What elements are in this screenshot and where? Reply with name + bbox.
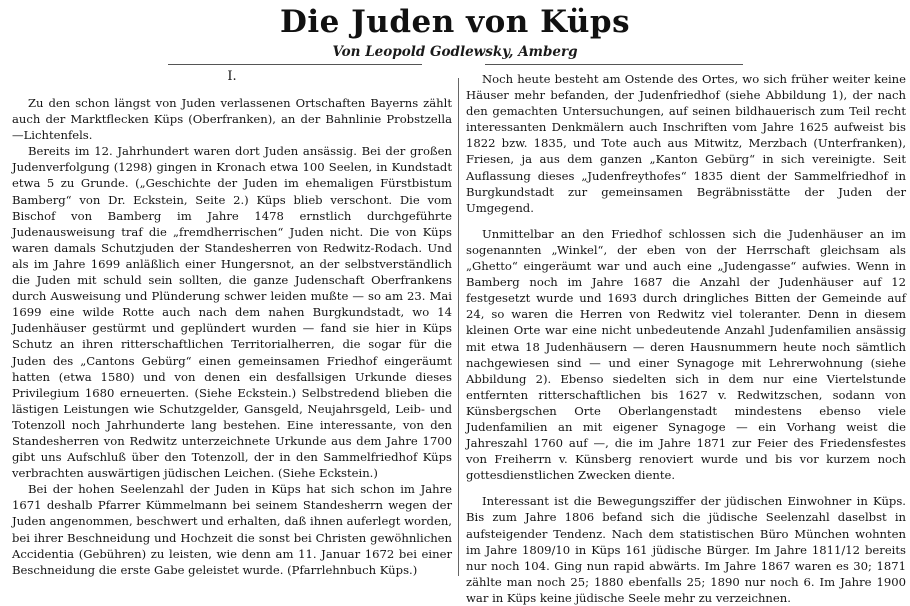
header-rule-left: [168, 64, 422, 65]
paragraph: Bereits im 12. Jahrhundert waren dort Juden ansässig. Bei der großen Judenverfolgung (1298) gingen in Kronach etwa 100 Seelen, in Kundstadt etwa 5 zu Grunde. („Geschichte der Juden im ehemaligen Fürstbistum Bamberg“ von Dr. Eckstein, Seite 2.) Küps blieb verschont. Die vom Bischof von Bamberg im Jahre 1478 ernstlich durchgeführte Judenausweisung traf die „fremdherrischen“ Juden nicht. Die von Küps waren damals Schutzjuden der Standesherren von Redwitz-Rodach. Und als im Jahre 1699 anläßlich einer Hungersnot, an der selbstverständlich die Juden mit schuld sein sollten, die ganze Judenschaft Oberfrankens durch Ausweisung und Plünderung schwer leiden mußte — so am 23. Mai 1699 eine wilde Rotte auch nach dem nahen Burgkundstadt, wo 14 Judenhäuser gestürmt und geplündert wurden — fand sie hier in Küps Schutz an ihren ritterschaftlichen Territorialherren, die sogar für die Juden des „Cantons Gebürg“ einen gemeinsamen Friedhof eingeräumt hatten (etwa 1580) und von denen ein desfallsigen Urkunde dieses Privilegium 1680 erneuerten. (Siehe Eckstein.) Selbstredend blieben die lästigen Leistungen wie Schutzgelder, Gansgeld, Neujahrsgeld, Leib- und Totenzoll noch Jahrhunderte lang bestehen. Eine interessante, von den Standesherren von Redwitz unterzeichnete Urkunde aus dem Jahre 1700 gibt uns Aufschluß über den Totenzoll, der in den Sammelfriedhof Küps verbrachten auswärtigen jüdischen Leichen. (Siehe Eckstein.): [12, 144, 452, 481]
article-title: Die Juden von Küps: [279, 4, 631, 40]
paragraph: Bei der hohen Seelenzahl der Juden in Küps hat sich schon im Jahre 1671 deshalb Pfarrer Kümmelmann bei seinem Standesherrn wegen der Juden angenommen, beschwert und erhalten, daß ihnen auferlegt worden, bei ihrer Beschneidung und Hochzeit die sonst bei Christen gewöhnlichen Accidentia (Gebühren) zu leisten, wie denn am 11. Januar 1672 bei einer Beschneidung die erste Gabe geleistet wurde. (Pfarrlehnbuch Küps.): [12, 482, 452, 577]
left-column: [12, 66, 452, 578]
paragraph: Unmittelbar an den Friedhof schlossen sich die Judenhäuser an im sogenannten „Winkel“, der eben von der Herrschaft gleichsam als „Ghetto“ eingeräumt war und auch eine „Judengasse“ aufwies. Wenn in Bamberg noch im Jahre 1687 die Anzahl der Judenhäuser auf 12 festgesetzt wurde und 1693 durch dringliches Bitten der Gemeinde auf 24, so waren die Herren von Redwitz viel toleranter. Denn in diesem kleinen Orte war eine nicht unbedeutende Anzahl Judenfamilien ansässig mit etwa 18 Judenhäusern — deren Hausnummern heute noch sämtlich nachgewiesen sind — und einer Synagoge mit Lehrerwohnung (siehe Abbildung 2). Ebenso siedelten sich in dem nur eine Viertelstunde entfernten ritterschaftlichen bis 1627 v. Redwitzschen, sodann von Künsbergschen Orte Oberlangenstadt mindestens ebenso viele Judenfamilien an mit eigener Synagoge — ein Vorhang weist die Jahreszahl 1760 auf —, die im Jahre 1871 zur Feier des Friedensfestes von Freiherrn v. Künsberg renoviert wurde und bis vor kurzem noch gottesdienstlichen Zwecken diente.: [466, 226, 906, 483]
header-rule-right: [485, 64, 743, 65]
right-column: [466, 71, 906, 606]
article-byline: Von Leopold Godlewsky, Amberg: [332, 44, 578, 60]
paragraph: Zu den schon längst von Juden verlassenen Ortschaften Bayerns zählt auch der Marktflecken Küps (Oberfranken), an der Bahnlinie Probstzella—Lichtenfels.: [12, 96, 452, 143]
paragraph: Noch heute besteht am Ostende des Ortes, wo sich früher weiter keine Häuser mehr befanden, der Judenfriedhof (siehe Abbildung 1), der nach den gemachten Untersuchungen, auf seinen bildhauerisch zum Teil recht interessanten Denkmälern auch Inschriften vom Jahre 1625 aufweist bis 1822 bzw. 1835, und Tote auch aus Mitwitz, Merzbach (Unterfranken), Friesen, ja aus dem ganzen „Kanton Gebürg“ in sich vereinigte. Seit Auflassung dieses „Judenfreythofes“ 1835 dient der Sammelfriedhof in Burgkundstadt zur gemeinsamen Begräbnisstätte der Juden der Umgegend.: [466, 72, 906, 215]
section-number: I.: [227, 69, 237, 84]
paragraph: Interessant ist die Bewegungsziffer der jüdischen Einwohner in Küps. Bis zum Jahre 1806 befand sich die jüdische Seelenzahl daselbst in aufsteigender Tendenz. Nach dem statistischen Büro München wohnten im Jahre 1809/10 in Küps 161 jüdische Bürger. Im Jahre 1811/12 bereits nur noch 104. Ging nun rapid abwärts. Im Jahre 1867 waren es 30; 1871 zählte man noch 25; 1880 ebenfalls 25; 1890 nur noch 6. Im Jahre 1900 war in Küps keine jüdische Seele mehr zu verzeichnen.: [466, 494, 906, 605]
column-divider: [458, 78, 459, 576]
